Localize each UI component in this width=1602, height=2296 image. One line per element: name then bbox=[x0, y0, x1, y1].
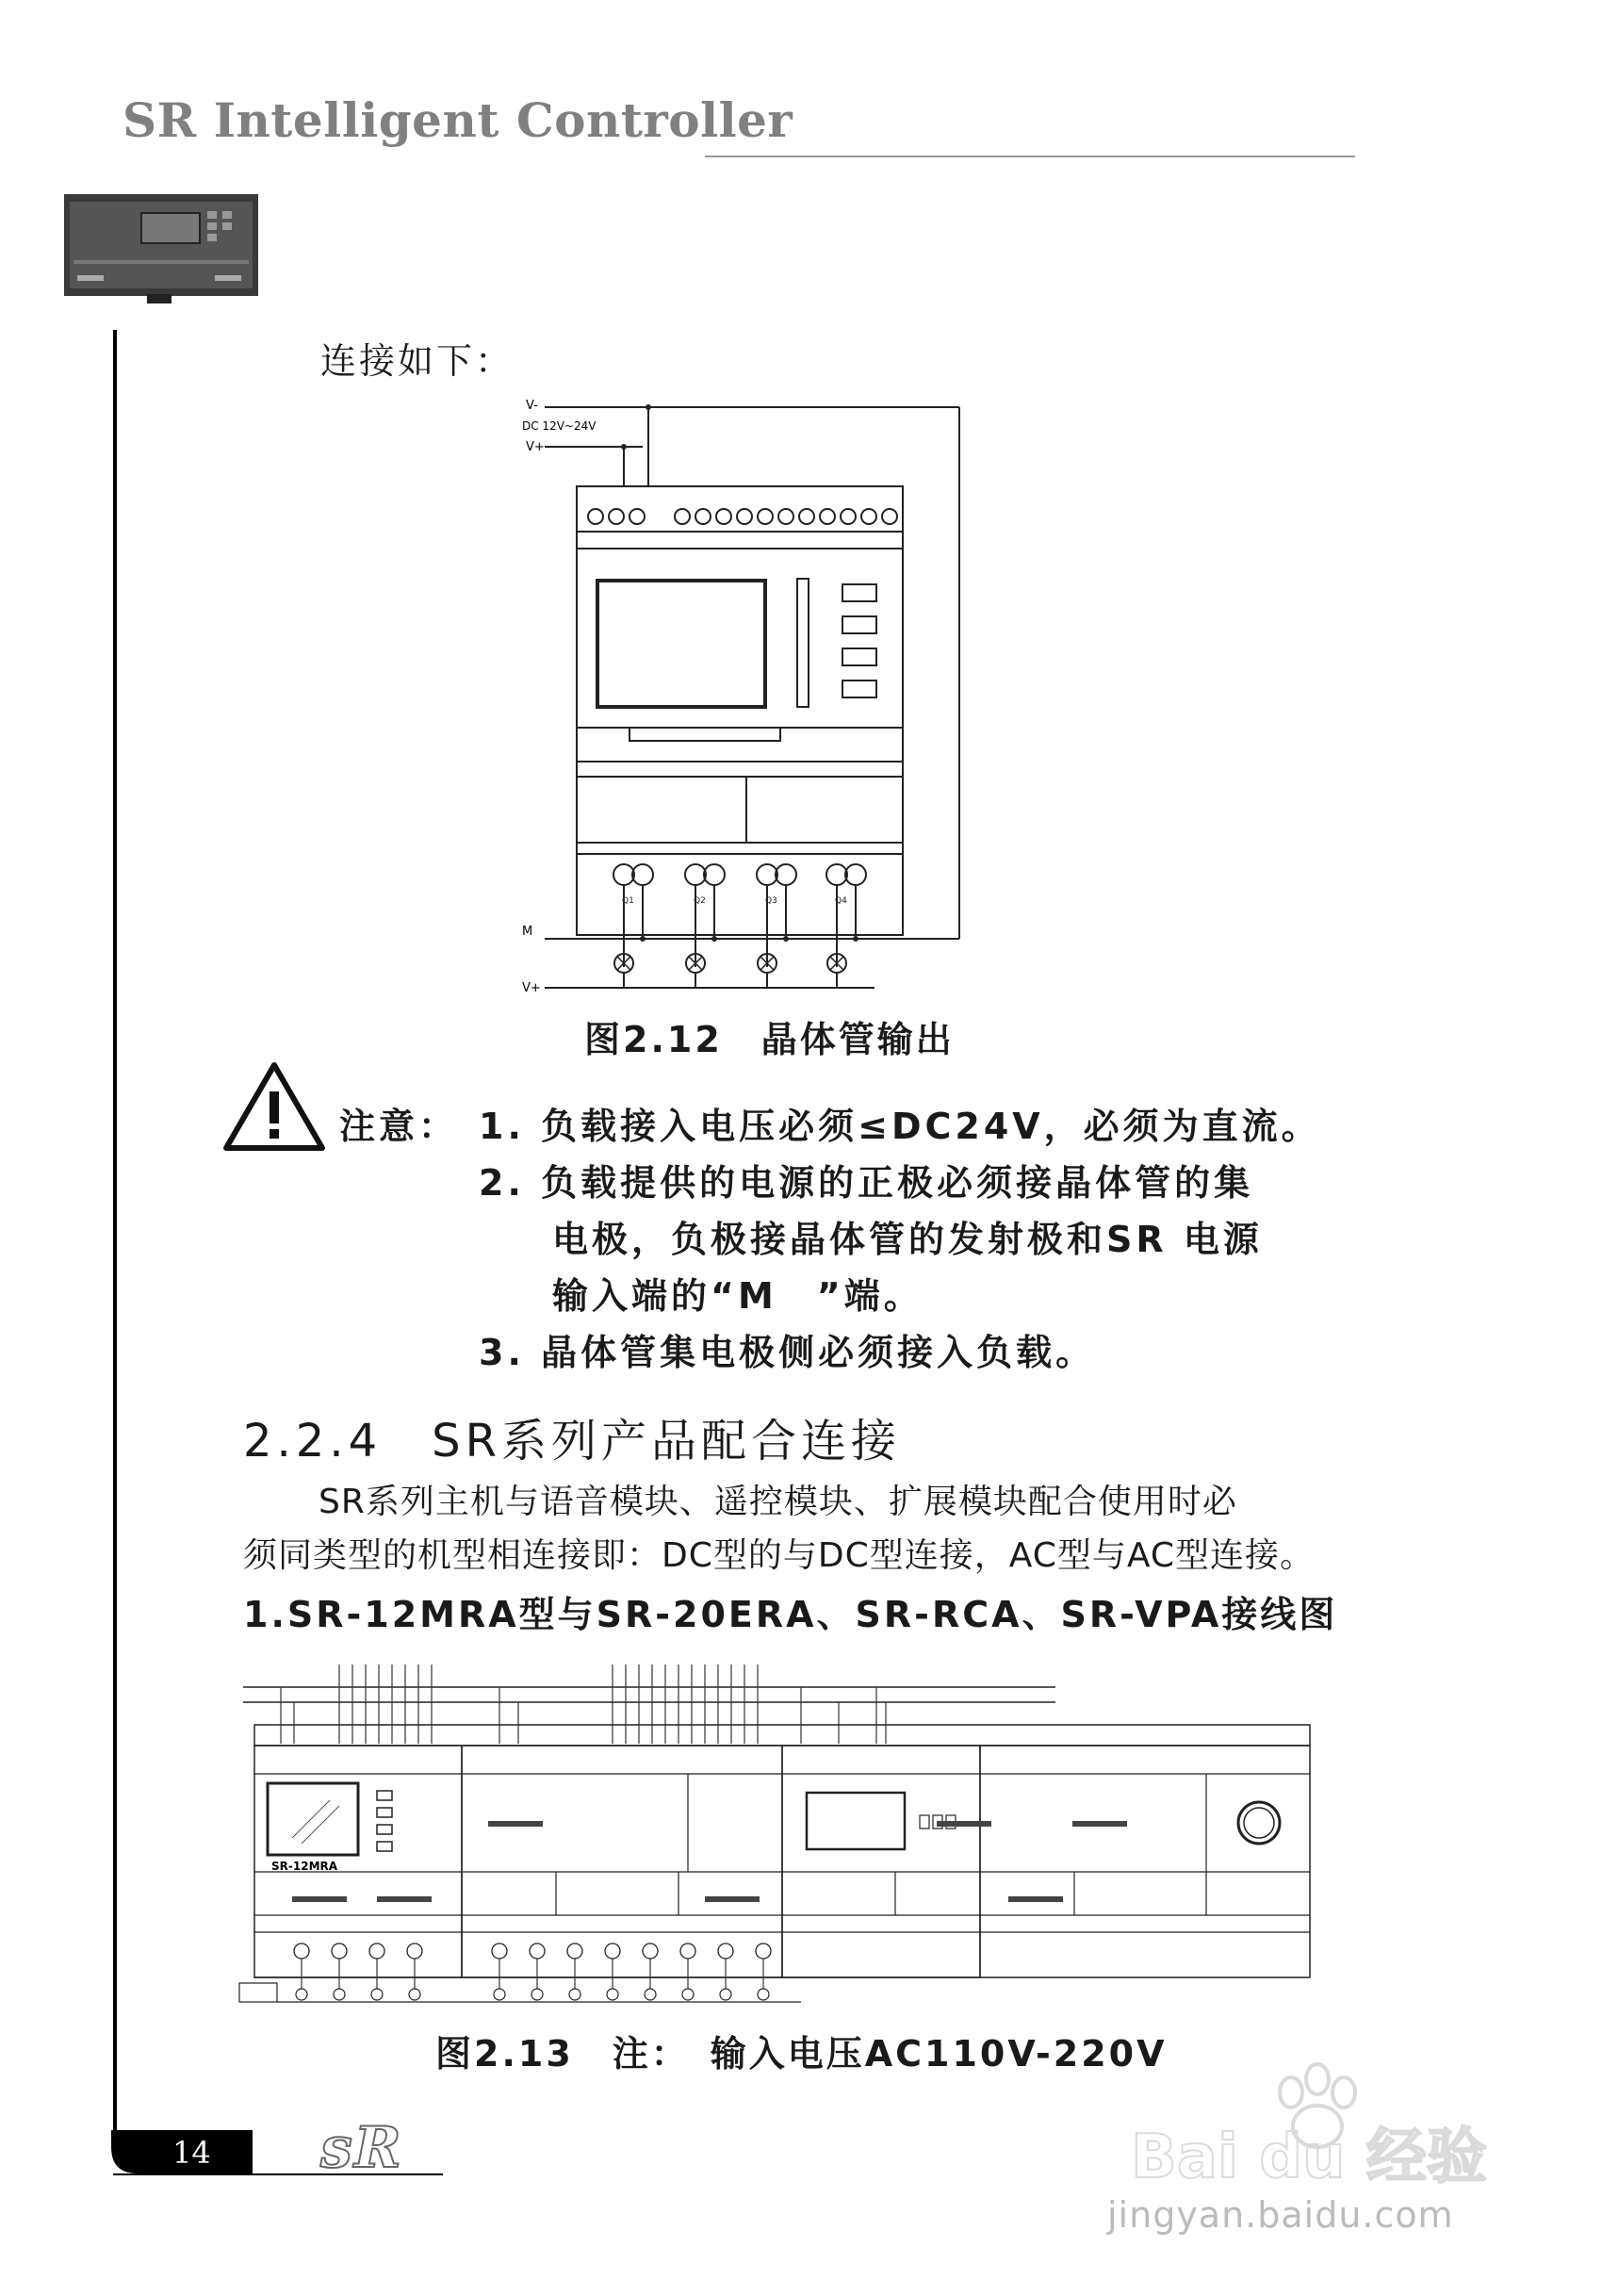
svg-text:Q2: Q2 bbox=[694, 896, 706, 906]
figure-2-12-transistor-output-diagram bbox=[516, 394, 969, 997]
figure-2-12-caption: 图2.12 晶体管输出 bbox=[584, 1019, 955, 1060]
section-paragraph-line-1: SR系列主机与语音模块、遥控模块、扩展模块配合使用时必 bbox=[319, 1483, 1237, 1521]
label-v-minus: V- bbox=[526, 399, 538, 413]
svg-text:Q3: Q3 bbox=[765, 896, 777, 906]
watermark-url: jingyan.baidu.com bbox=[1107, 2194, 1454, 2236]
label-v-plus: V+ bbox=[526, 440, 545, 454]
notice-item-2: 2. 负载提供的电源的正极必须接晶体管的集 bbox=[479, 1162, 1254, 1204]
notice-item-2-cont-1: 电极，负极接晶体管的发射极和SR 电源 bbox=[552, 1219, 1263, 1260]
figure-2-13-wiring-diagram bbox=[236, 1649, 1319, 2008]
intro-text: 连接如下： bbox=[320, 340, 515, 382]
controller-thumbnail bbox=[64, 194, 258, 303]
figure-2-13-caption: 图2.13 注： 输入电压AC110V-220V bbox=[435, 2033, 1168, 2075]
label-dc-range: DC 12V~24V bbox=[522, 419, 597, 433]
label-m: M bbox=[522, 925, 533, 939]
footer-brand-logo: sR bbox=[320, 2115, 403, 2181]
baidu-watermark-logo bbox=[1112, 2036, 1508, 2187]
left-margin-rule bbox=[113, 330, 117, 2140]
svg-text:Q1: Q1 bbox=[622, 896, 634, 906]
section-paragraph-line-2: 须同类型的机型相连接即：DC型的与DC型连接，AC型与AC型连接。 bbox=[243, 1536, 1315, 1575]
section-heading: 2.2.4 SR系列产品配合连接 bbox=[243, 1415, 901, 1468]
module-label: SR-12MRA bbox=[271, 1860, 338, 1873]
watermark-text: Bai du 经验 bbox=[1131, 2123, 1487, 2187]
warning-triangle-icon bbox=[222, 1061, 326, 1152]
notice-item-2-cont-2: 输入端的“M ”端。 bbox=[552, 1275, 924, 1317]
header-rule bbox=[705, 156, 1355, 157]
page-number: 14 bbox=[172, 2135, 211, 2171]
svg-text:Q4: Q4 bbox=[835, 896, 847, 906]
notice-item-3: 3. 晶体管集电极侧必须接入负载。 bbox=[479, 1332, 1096, 1373]
notice-item-1: 1. 负载接入电压必须≤DC24V，必须为直流。 bbox=[479, 1106, 1321, 1147]
label-v-plus-bottom: V+ bbox=[522, 981, 541, 995]
notice-lead: 注意： bbox=[339, 1106, 459, 1147]
section-subheading: 1.SR-12MRA型与SR-20ERA、SR-RCA、SR-VPA接线图 bbox=[243, 1594, 1338, 1635]
page-header-title: SR Intelligent Controller bbox=[123, 92, 793, 148]
